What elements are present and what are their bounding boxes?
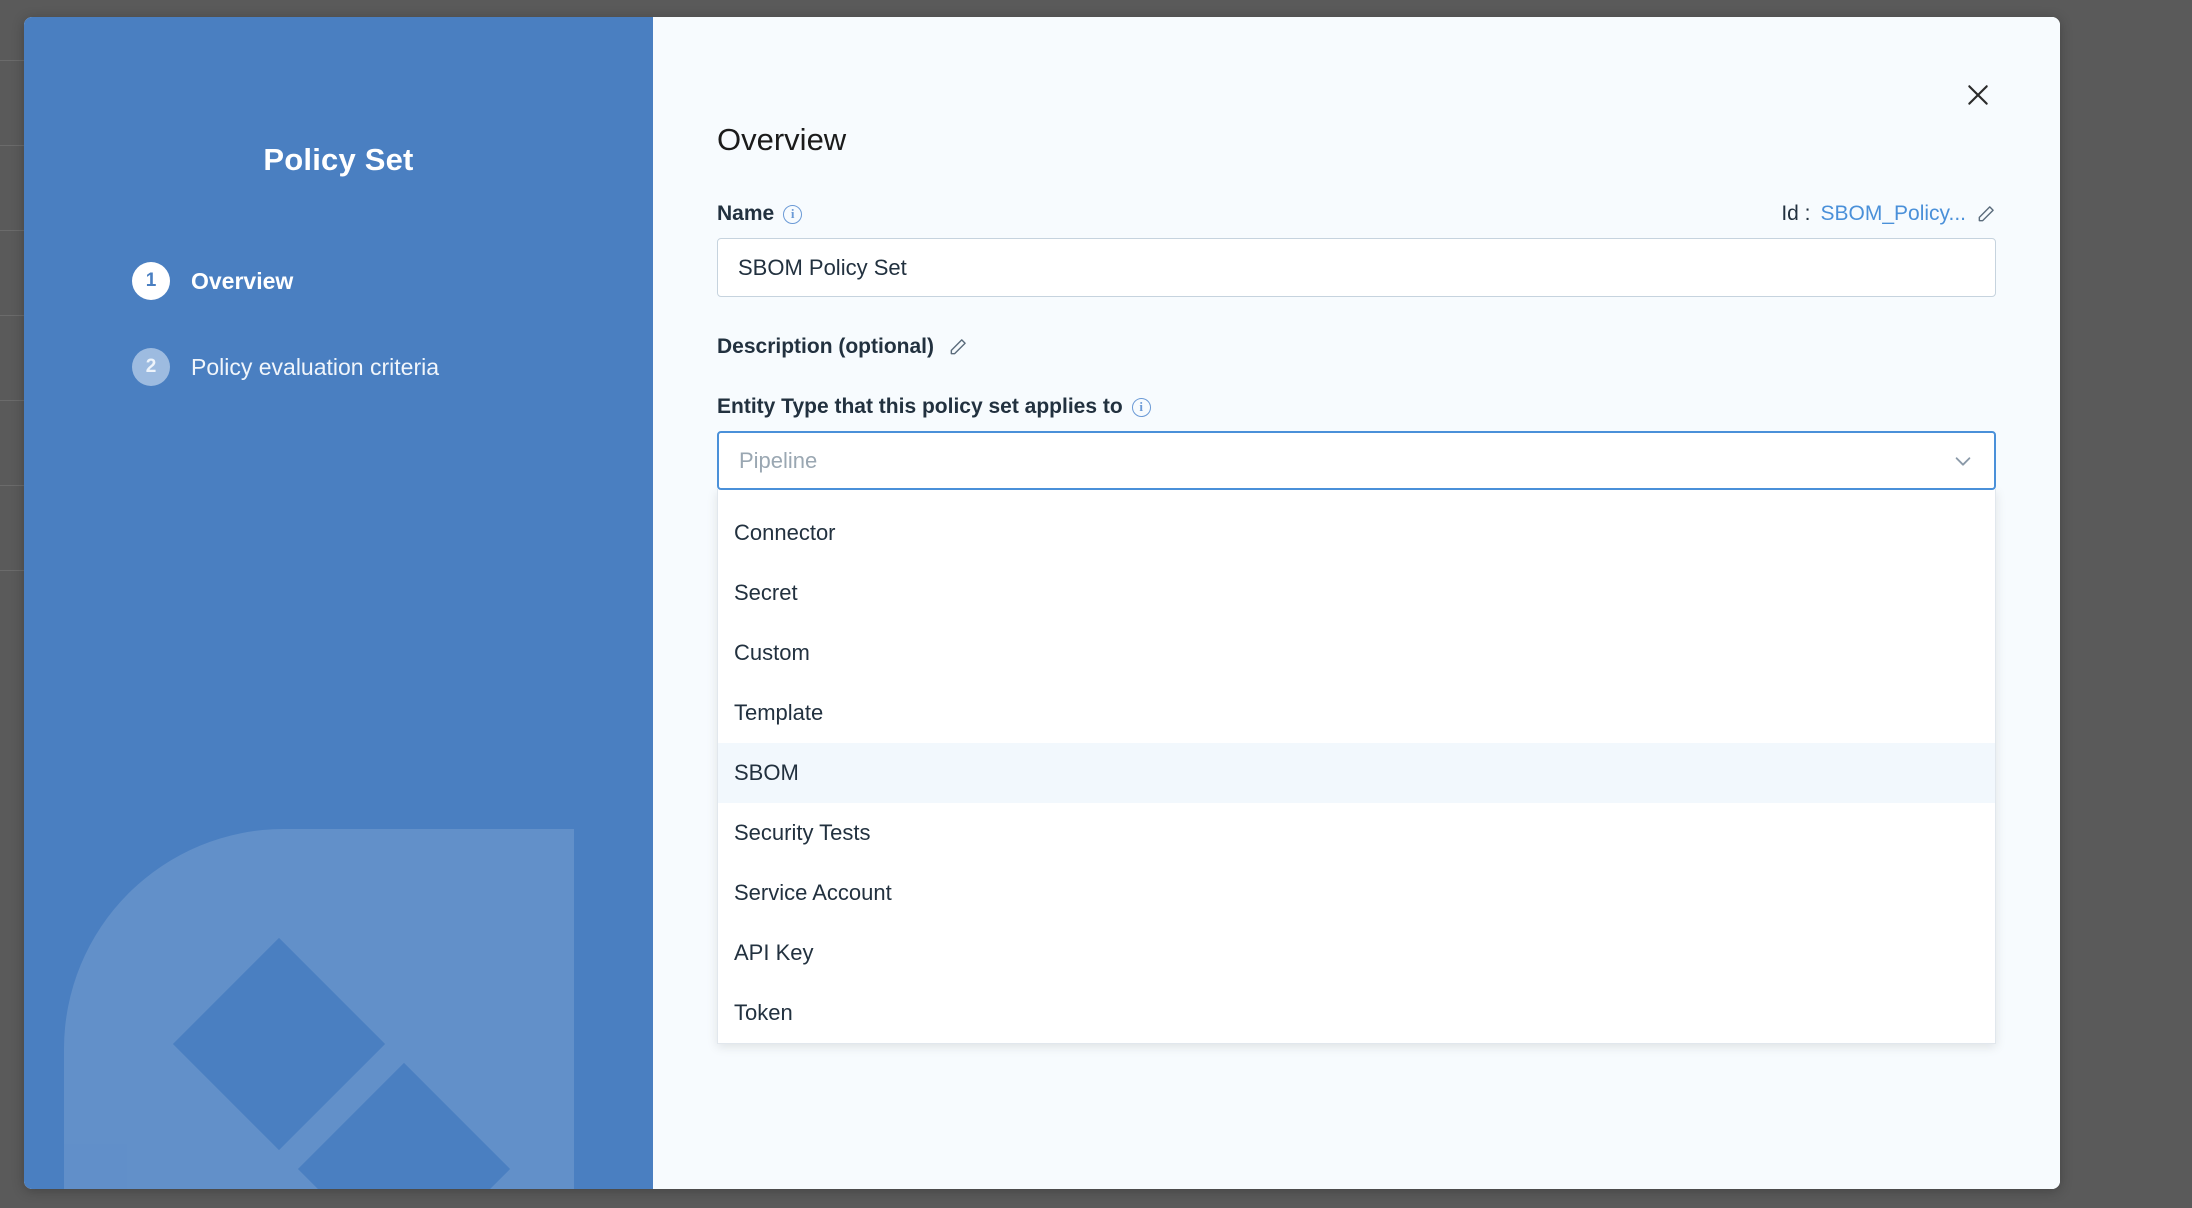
id-block	[1781, 202, 1996, 226]
name-input[interactable]	[717, 238, 1996, 297]
entity-type-select-value: Pipeline	[739, 447, 818, 473]
dropdown-option-custom[interactable]: Custom	[734, 640, 810, 665]
edit-pencil-icon[interactable]	[1976, 204, 1996, 224]
description-field-header	[717, 335, 1996, 359]
dropdown-option-token[interactable]: Token	[734, 1000, 793, 1025]
dropdown-option-sbom[interactable]: SBOM	[718, 743, 1995, 803]
wizard-title: Policy Set	[263, 142, 414, 177]
step-label-overview: Overview	[191, 267, 294, 294]
description-edit-pencil-icon[interactable]	[948, 337, 968, 357]
entity-type-dropdown[interactable]	[717, 489, 1996, 1044]
sidebar-item-policy-evaluation-criteria[interactable]	[132, 348, 653, 386]
entity-type-label: Entity Type that this policy set applies to	[717, 395, 1123, 418]
dropdown-option-secret[interactable]: Secret	[734, 580, 798, 605]
name-label: Name	[717, 202, 775, 225]
dropdown-option-service-account[interactable]: Service Account	[734, 880, 892, 905]
dropdown-option-security-tests[interactable]: Security Tests	[734, 820, 871, 845]
dropdown-option-connector[interactable]: Connector	[734, 520, 836, 545]
dropdown-option-template[interactable]: Template	[734, 700, 824, 725]
name-label-group	[717, 202, 802, 226]
step-number-2: 2	[132, 348, 170, 386]
dropdown-option-partial[interactable]	[718, 489, 1995, 503]
id-prefix-label: Id :	[1781, 202, 1811, 225]
entity-info-icon[interactable]: i	[1132, 398, 1151, 417]
step-label-policy-evaluation-criteria: Policy evaluation criteria	[191, 353, 440, 380]
entity-type-label-group	[717, 395, 1996, 419]
wizard-sidebar	[24, 17, 653, 1189]
wizard-steps	[24, 262, 653, 386]
page-title: Overview	[717, 122, 847, 157]
decorative-logo-icon	[54, 819, 574, 1189]
info-icon[interactable]: i	[783, 205, 802, 224]
dropdown-option-feature-flag[interactable]	[718, 489, 1995, 503]
policy-set-modal	[24, 17, 2060, 1189]
sidebar-item-overview[interactable]	[132, 262, 653, 300]
name-field-header	[717, 202, 1996, 226]
overview-panel	[653, 17, 2060, 1189]
chevron-down-icon[interactable]	[1952, 450, 1974, 472]
step-number-1: 1	[132, 262, 170, 300]
dropdown-option-api-key[interactable]: API Key	[734, 940, 814, 965]
close-icon[interactable]	[1958, 75, 1998, 115]
description-label: Description (optional)	[717, 335, 934, 358]
id-value[interactable]: SBOM_Policy...	[1820, 202, 1966, 225]
entity-type-select[interactable]	[717, 431, 1996, 490]
